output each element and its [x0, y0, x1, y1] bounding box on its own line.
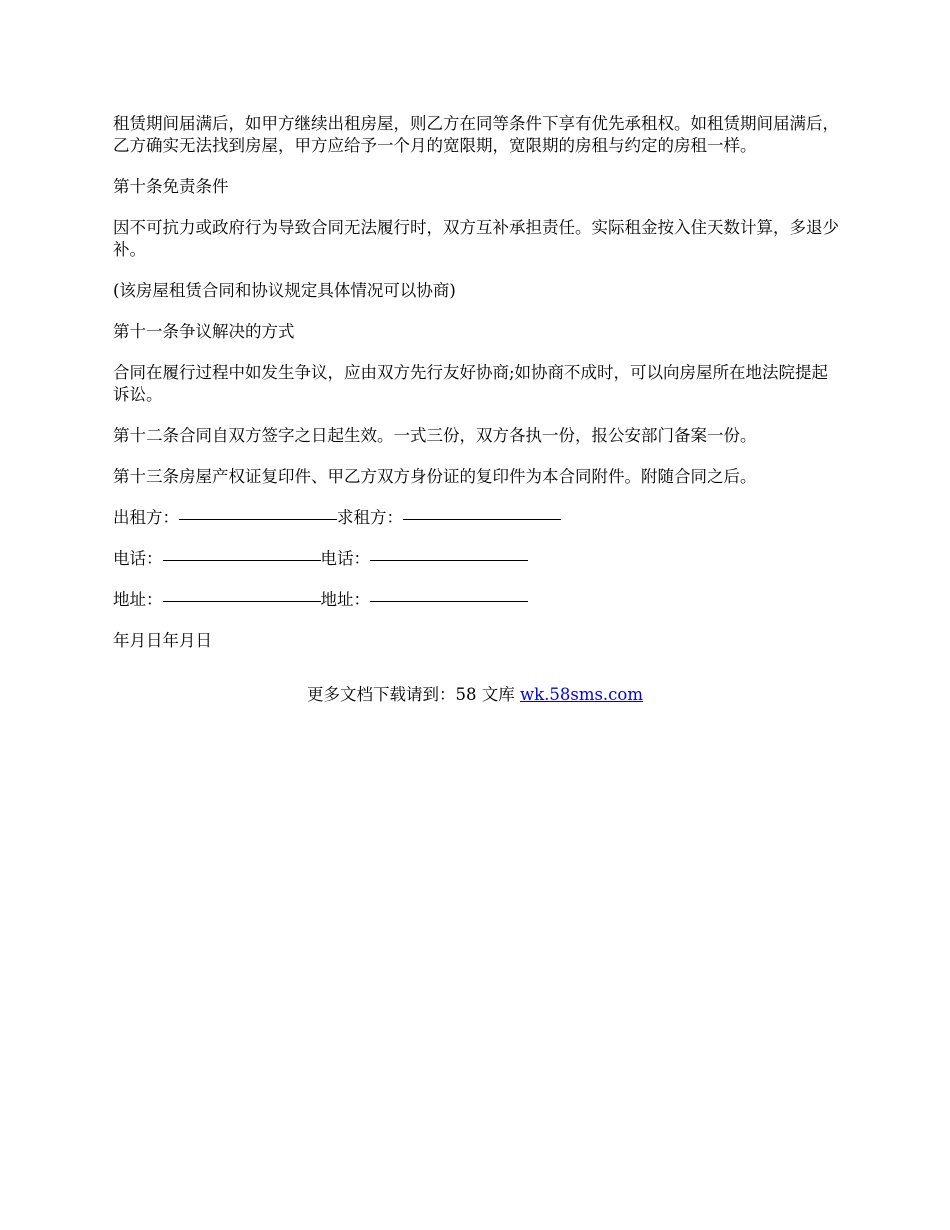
phone-label-lessor: 电话： [113, 549, 163, 568]
address-label-lessee: 地址： [320, 590, 370, 609]
paragraph-renewal: 租赁期间届满后，如甲方继续出租房屋，则乙方在同等条件下享有优先承租权。如租赁期间届满后，乙方确实无法找到房屋，甲方应给予一个月的宽限期，宽限期的房租与约定的房租一样。 [113, 114, 839, 155]
lessor-blank [179, 518, 337, 520]
footer-link[interactable]: wk.58sms.com [519, 685, 643, 704]
download-footer [0, 684, 950, 706]
paragraph-article-13: 第十三条房屋产权证复印件、甲乙方双方身份证的复印件为本合同附件。附随合同之后。 [113, 467, 757, 486]
document-body [113, 113, 839, 671]
heading-article-10: 第十条免责条件 [113, 177, 229, 196]
lessee-label: 求租方： [337, 508, 403, 527]
phone-blank-lessee [370, 559, 528, 561]
signature-parties-line [113, 507, 839, 529]
address-label-lessor: 地址： [113, 590, 163, 609]
lessor-label: 出租方： [113, 508, 179, 527]
heading-article-11: 第十一条争议解决的方式 [113, 322, 295, 341]
address-blank-lessor [163, 600, 321, 602]
paragraph-dispute: 合同在履行过程中如发生争议，应由双方先行友好协商;如协商不成时，可以向房屋所在地法院提起诉讼。 [113, 363, 829, 404]
address-blank-lessee [370, 600, 528, 602]
paragraph-force-majeure: 因不可抗力或政府行为导致合同无法履行时，双方互补承担责任。实际租金按入住天数计算，多退少补。 [113, 218, 839, 259]
signature-phone-line [113, 548, 839, 570]
paragraph-negotiation-note: (该房屋租赁合同和协议规定具体情况可以协商) [113, 281, 456, 300]
paragraph-article-12: 第十二条合同自双方签字之日起生效。一式三份，双方各执一份，报公安部门备案一份。 [113, 426, 757, 445]
signature-address-line [113, 589, 839, 611]
footer-text: 更多文档下载请到：58 文库 [306, 685, 520, 704]
signature-date-line: 年月日年月日 [113, 631, 212, 650]
phone-label-lessee: 电话： [320, 549, 370, 568]
lessee-blank [403, 518, 561, 520]
phone-blank-lessor [163, 559, 321, 561]
